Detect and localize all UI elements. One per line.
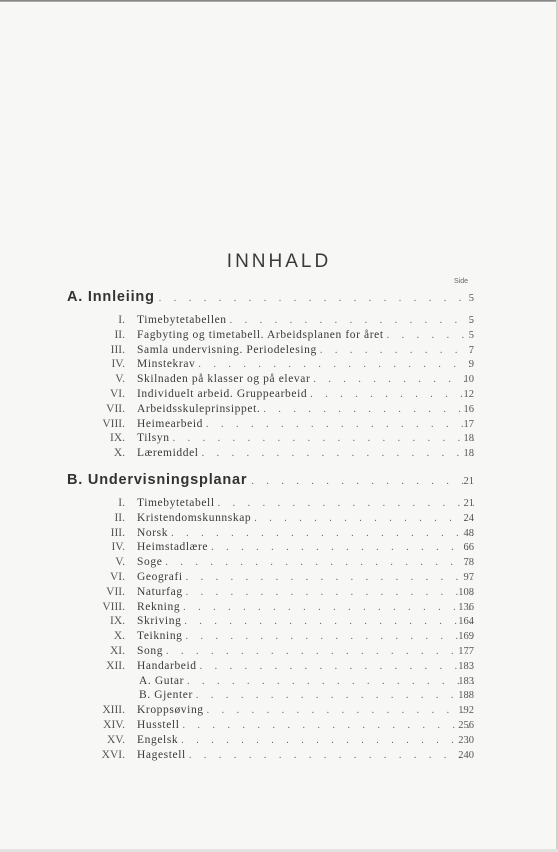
toc-entry <box>0 446 558 461</box>
toc-entry-leader <box>137 629 474 644</box>
toc-entry <box>0 659 558 674</box>
dot-leader <box>196 688 476 703</box>
dot-leader <box>206 417 474 432</box>
toc-entry-title: Timebytetabellen <box>137 314 227 326</box>
dot-leader <box>198 357 474 372</box>
toc-entry-number: III. <box>110 343 125 356</box>
dot-leader <box>254 511 474 526</box>
toc-entry-number: VIII. <box>102 417 125 430</box>
toc-entry-number: III. <box>110 526 125 539</box>
toc-entry <box>0 387 558 402</box>
dot-leader <box>159 293 474 304</box>
toc-entry-leader <box>137 446 474 461</box>
toc-entry-number: XV. <box>106 733 125 746</box>
toc-entry-number: IX. <box>109 615 125 628</box>
toc-entry <box>0 629 558 644</box>
toc-entry-leader <box>137 343 474 358</box>
dot-leader <box>184 614 474 629</box>
toc-entry-number: XIV. <box>103 719 125 731</box>
toc-entry <box>0 431 558 446</box>
toc-entry-number: II. <box>114 511 125 524</box>
dot-leader <box>186 570 474 585</box>
toc-entry-title: Heimstadlære <box>137 541 209 554</box>
toc-entry-page: 16 <box>463 403 474 415</box>
toc-section-heading <box>0 289 558 307</box>
toc-entry-title: Teikning <box>137 630 183 643</box>
toc-entry-title: Geografi <box>137 571 183 583</box>
toc-section-leader <box>67 289 474 305</box>
toc-entry-title: Tilsyn <box>137 432 170 445</box>
dot-leader <box>173 431 474 446</box>
dot-leader <box>189 748 474 763</box>
toc-subentry <box>0 688 558 703</box>
toc-entry-title: Heimearbeid <box>137 417 203 430</box>
toc-entry-page: 21 <box>463 498 474 509</box>
toc-entry-leader <box>137 431 474 446</box>
toc-entry <box>0 313 558 328</box>
toc-entry-leader <box>137 417 474 432</box>
toc-entry-number: IV. <box>111 358 125 371</box>
toc-entry-page: 66 <box>463 542 474 554</box>
toc-entry-leader <box>137 555 474 570</box>
dot-leader <box>181 733 474 748</box>
toc-entry-title: Handarbeid <box>137 659 197 672</box>
toc-entry <box>0 644 558 659</box>
toc-entry-leader <box>137 718 474 733</box>
toc-entry <box>0 526 558 541</box>
toc-entry-leader <box>137 526 474 541</box>
toc-entry-title: Fagbyting og timetabell. Arbeidsplanen for året <box>137 328 384 341</box>
toc-entry-title: Hagestell <box>137 748 186 761</box>
toc-entry-number: I. <box>118 314 125 326</box>
toc-entry-leader <box>137 659 474 674</box>
toc-entry <box>0 614 558 629</box>
toc-entry-page: 5 <box>468 315 474 326</box>
toc-entry-page: 9 <box>468 359 474 371</box>
toc-entry <box>0 511 558 526</box>
toc-section-page: 21 <box>463 476 474 487</box>
toc-section-heading <box>0 472 558 490</box>
toc-entry-title: Timebytetabell <box>137 497 215 509</box>
toc-entry <box>0 718 558 733</box>
toc-entry <box>0 570 558 585</box>
dot-leader <box>263 402 474 417</box>
toc-entry-title: Engelsk <box>137 733 179 746</box>
dot-leader <box>211 540 474 555</box>
toc-entry-page: 10 <box>463 374 474 386</box>
toc-section-title: A. Innleiing <box>67 289 155 305</box>
toc-entry-page: 18 <box>463 448 474 460</box>
toc-entry-page: 136 <box>458 601 474 613</box>
toc-entry-page: 183 <box>458 675 474 687</box>
toc-entry-number: VIII. <box>102 600 125 613</box>
toc-entry <box>0 733 558 748</box>
page-title: INNHALD <box>226 251 332 272</box>
toc-section-page: 5 <box>468 293 474 304</box>
page-column-label: Side <box>454 278 469 285</box>
toc-entry-title: Kroppsøving <box>137 704 204 717</box>
dot-leader <box>251 476 474 487</box>
toc-entry-leader <box>137 614 474 629</box>
toc-entry-number: IV. <box>111 541 125 554</box>
dot-leader <box>200 659 474 674</box>
toc-entry-title: B. Gjenter <box>139 689 193 702</box>
dot-leader <box>183 600 474 615</box>
dot-leader <box>183 718 475 733</box>
toc-entry-number: XI. <box>109 645 125 657</box>
toc-entry-leader <box>137 585 474 600</box>
toc-entry-page: 169 <box>458 631 474 643</box>
toc-entry-leader <box>137 748 474 763</box>
toc-entry <box>0 600 558 615</box>
toc-entry-number: X. <box>113 447 125 460</box>
toc-entry-leader <box>137 703 474 718</box>
dot-leader <box>187 674 476 689</box>
toc-entry-number: II. <box>114 328 125 341</box>
toc-entry-leader <box>137 387 474 402</box>
toc-entry-page: 108 <box>458 586 474 598</box>
toc-entry-number: X. <box>113 630 125 643</box>
toc-entry-number: V. <box>115 556 125 569</box>
toc-entry-number: V. <box>115 373 125 386</box>
toc-entry <box>0 417 558 432</box>
toc-entry-page: 177 <box>458 646 474 657</box>
toc-entry-title: Kristendomskunnskap <box>137 511 252 524</box>
toc-entry-number: VII. <box>106 402 125 415</box>
dot-leader <box>202 446 474 461</box>
toc-entry-title: Minstekrav <box>137 358 196 371</box>
toc-entry-page: 7 <box>468 344 474 356</box>
dot-leader <box>218 496 474 511</box>
dot-leader <box>171 526 474 541</box>
dot-leader <box>166 644 474 659</box>
toc-entry <box>0 748 558 763</box>
dot-leader <box>165 555 474 570</box>
toc-entry-number: VI. <box>109 571 125 583</box>
toc-entry <box>0 402 558 417</box>
toc-entry-leader <box>137 644 474 659</box>
dot-leader <box>230 313 474 328</box>
toc-entry-leader <box>139 688 476 703</box>
toc-entry-page: 24 <box>463 512 474 524</box>
toc-entry-page: 18 <box>463 433 474 445</box>
dot-leader <box>207 703 474 718</box>
toc-section-title: B. Undervisningsplanar <box>67 472 248 488</box>
toc-entry-title: Husstell <box>137 719 180 731</box>
toc-entry-page: 188 <box>458 690 474 702</box>
dot-leader <box>186 629 474 644</box>
toc-entry <box>0 703 558 718</box>
toc-entry-page: 12 <box>463 389 474 400</box>
toc-entry-title: Rekning <box>137 600 181 613</box>
toc-entry-leader <box>137 357 474 372</box>
toc-entry <box>0 496 558 511</box>
toc-entry-title: Individuelt arbeid. Gruppearbeid <box>137 388 308 400</box>
toc-entry-title: Soge <box>137 556 163 569</box>
toc-subentry <box>0 674 558 689</box>
toc-entry-page: 5 <box>468 329 474 341</box>
dot-leader <box>186 585 474 600</box>
toc-entry-leader <box>137 733 474 748</box>
toc-entry <box>0 372 558 387</box>
toc-entry-page: 192 <box>458 705 474 717</box>
toc-entry-page: 164 <box>458 616 474 628</box>
toc-entry-title: Norsk <box>137 526 169 539</box>
toc-entry-number: VI. <box>109 388 125 400</box>
toc-entry-title: Skriving <box>137 615 182 628</box>
toc-entry-title: Song <box>137 645 164 657</box>
toc-entry-number: XII. <box>106 659 125 672</box>
toc-entry-page: 256 <box>458 720 474 731</box>
toc-entry-leader <box>137 496 474 511</box>
toc-entry-title: Arbeidsskuleprinsippet. <box>137 402 261 415</box>
toc-entry-title: Samla undervisning. Periodelesing <box>137 343 317 356</box>
toc-entry-title: Naturfag <box>137 585 183 598</box>
toc-entry-number: VII. <box>106 585 125 598</box>
toc-entry-leader <box>137 402 474 417</box>
toc-entry-title: Skilnaden på klasser og på elevar <box>137 373 311 386</box>
toc-entry <box>0 555 558 570</box>
toc-entry <box>0 357 558 372</box>
toc-entry <box>0 540 558 555</box>
toc-entry <box>0 343 558 358</box>
toc-section-leader <box>67 472 474 488</box>
toc-entry-page: 78 <box>463 557 474 569</box>
page-top-edge <box>0 0 558 2</box>
toc-entry-title: A. Gutar <box>139 674 185 687</box>
toc-entry <box>0 585 558 600</box>
toc-entry-leader <box>137 328 474 343</box>
toc-entry-number: XIII. <box>102 704 125 717</box>
toc-entry-page: 97 <box>463 572 474 583</box>
toc-entry-title: Læremiddel <box>137 447 199 460</box>
toc-entry-page: 17 <box>463 418 474 430</box>
toc-entry-number: XVI. <box>101 748 125 761</box>
toc-entry-page: 48 <box>463 527 474 539</box>
toc-entry-leader <box>137 540 474 555</box>
toc-entry <box>0 328 558 343</box>
toc-entry-page: 240 <box>458 749 474 761</box>
toc-entry-page: 230 <box>458 734 474 746</box>
toc-entry-leader <box>137 570 474 585</box>
toc-entry-leader <box>137 600 474 615</box>
toc-entry-page: 183 <box>458 660 474 672</box>
toc-entry-leader <box>139 674 476 689</box>
toc-entry-leader <box>137 372 474 387</box>
toc-entry-leader <box>137 511 474 526</box>
toc-entry-number: I. <box>118 497 125 509</box>
toc-entry-leader <box>137 313 474 328</box>
toc-entry-number: IX. <box>109 432 125 445</box>
